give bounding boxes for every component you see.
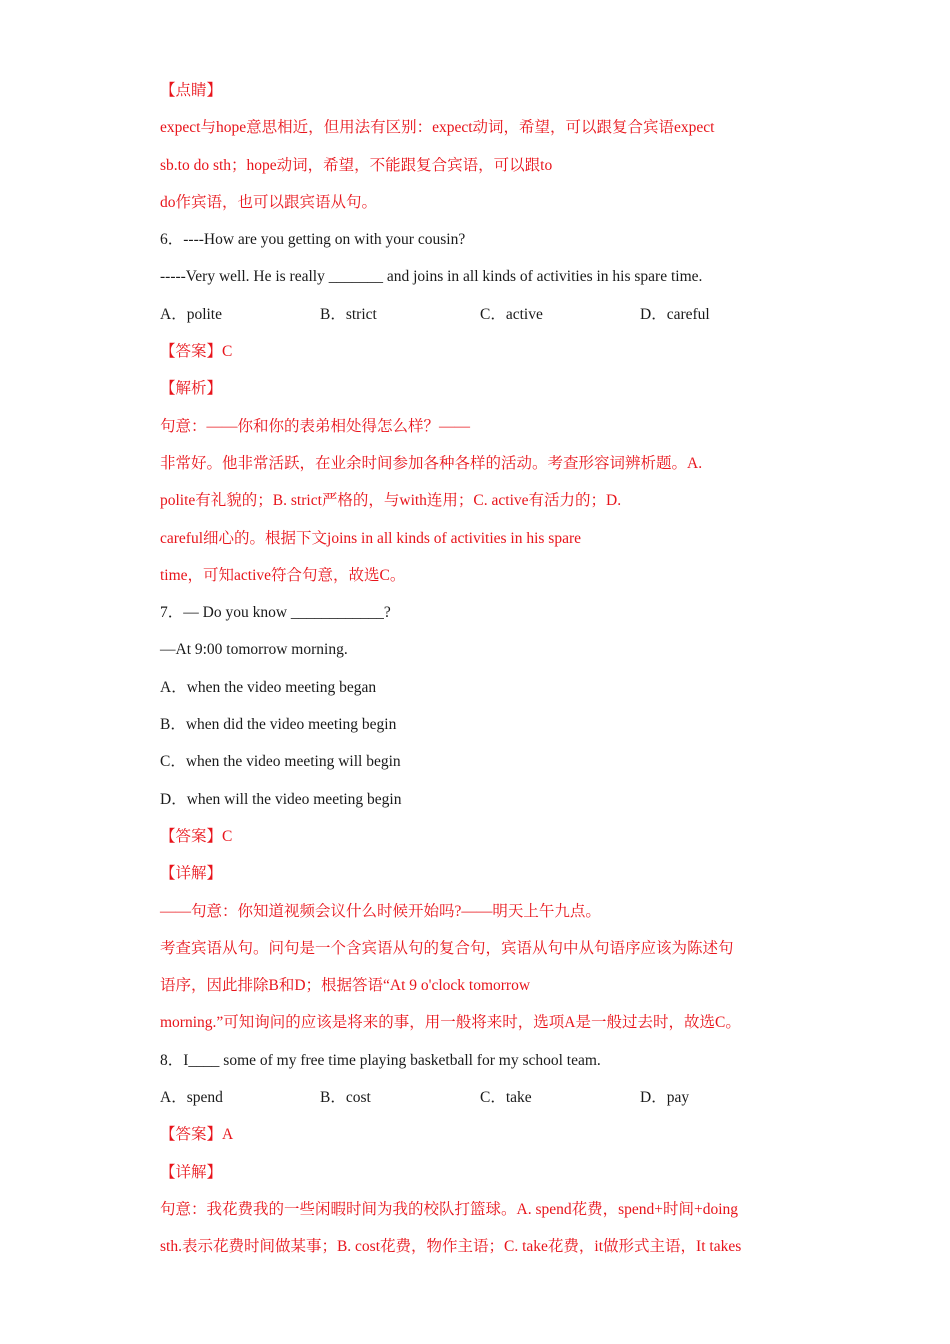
q8-options: [160, 1079, 800, 1116]
q7-analysis-line: 考查宾语从句。问句是一个含宾语从句的复合句，宾语从句中从句语序应该为陈述句: [160, 939, 734, 957]
q7-analysis-line: ——句意：你知道视频会议什么时候开始吗?——明天上午九点。: [160, 902, 601, 920]
document-page: [160, 72, 800, 1266]
dianjing-line: expect与hope意思相近，但用法有区别：expect动词，希望，可以跟复合宾语expect: [160, 119, 715, 137]
q8-analysis-tag: 【详解】: [160, 1163, 223, 1181]
q6-option-b: B．strict: [320, 305, 377, 323]
q6-stem-reply: -----Very well. He is really _______ and joins in all kinds of activities in his spare time.: [160, 268, 703, 286]
q6-answer: 【答案】C: [160, 343, 233, 361]
q6-option-c: C．active: [480, 305, 543, 323]
dianjing-tag: 【点睛】: [160, 82, 223, 99]
q6-option-a: A．polite: [160, 305, 222, 323]
q6-analysis-line: polite有礼貌的；B. strict严格的，与with连用；C. active有活力的；D.: [160, 492, 622, 510]
q7-option-d: D．when will the video meeting begin: [160, 790, 402, 808]
q6-options: [160, 296, 800, 333]
q7-option-b: B．when did the video meeting begin: [160, 716, 397, 734]
q7-stem-reply: —At 9:00 tomorrow morning.: [160, 641, 348, 659]
q6-option-d: D．careful: [640, 305, 710, 323]
q8-analysis-line: 句意：我花费我的一些闲暇时间为我的校队打篮球。A. spend花费，spend+时间+doing: [160, 1200, 739, 1218]
q8-option-a: A．spend: [160, 1089, 223, 1107]
q8-answer: 【答案】A: [160, 1126, 234, 1144]
q8-stem: 8．I____ some of my free time playing basketball for my school team.: [160, 1051, 601, 1069]
q8-analysis-line: sth.表示花费时间做某事；B. cost花费，物作主语；C. take花费，it做形式主语，It takes: [160, 1238, 742, 1256]
q6-analysis-tag: 【解析】: [160, 380, 223, 398]
q6-analysis-line: time，可知active符合句意，故选C。: [160, 566, 406, 584]
q7-option-a: A．when the video meeting began: [160, 678, 377, 696]
dianjing-line: sb.to do sth；hope动词，希望，不能跟复合宾语，可以跟to: [160, 156, 553, 174]
q8-option-d: D．pay: [640, 1089, 690, 1107]
q6-analysis-line: 非常好。他非常活跃，在业余时间参加各种各样的活动。考查形容词辨析题。A.: [160, 454, 703, 472]
q7-option-c: C．when the video meeting will begin: [160, 753, 401, 771]
q7-stem: 7．— Do you know ____________?: [160, 604, 391, 622]
q7-analysis-line: 语序，因此排除B和D；根据答语“At 9 o'clock tomorrow: [160, 977, 531, 995]
q6-analysis-line: 句意：——你和你的表弟相处得怎么样？——: [160, 417, 471, 435]
q7-analysis-line: morning.”可知询问的应该是将来的事，用一般将来时，选项A是一般过去时，故选C。: [160, 1014, 741, 1032]
dianjing-line: do作宾语，也可以跟宾语从句。: [160, 193, 378, 211]
q6-analysis-line: careful细心的。根据下文joins in all kinds of activities in his spare: [160, 529, 582, 547]
q8-option-b: B．cost: [320, 1089, 371, 1107]
q7-analysis-tag: 【详解】: [160, 865, 223, 883]
q8-option-c: C．take: [480, 1089, 532, 1107]
q6-stem: 6．----How are you getting on with your cousin?: [160, 231, 466, 249]
q7-answer: 【答案】C: [160, 827, 233, 845]
